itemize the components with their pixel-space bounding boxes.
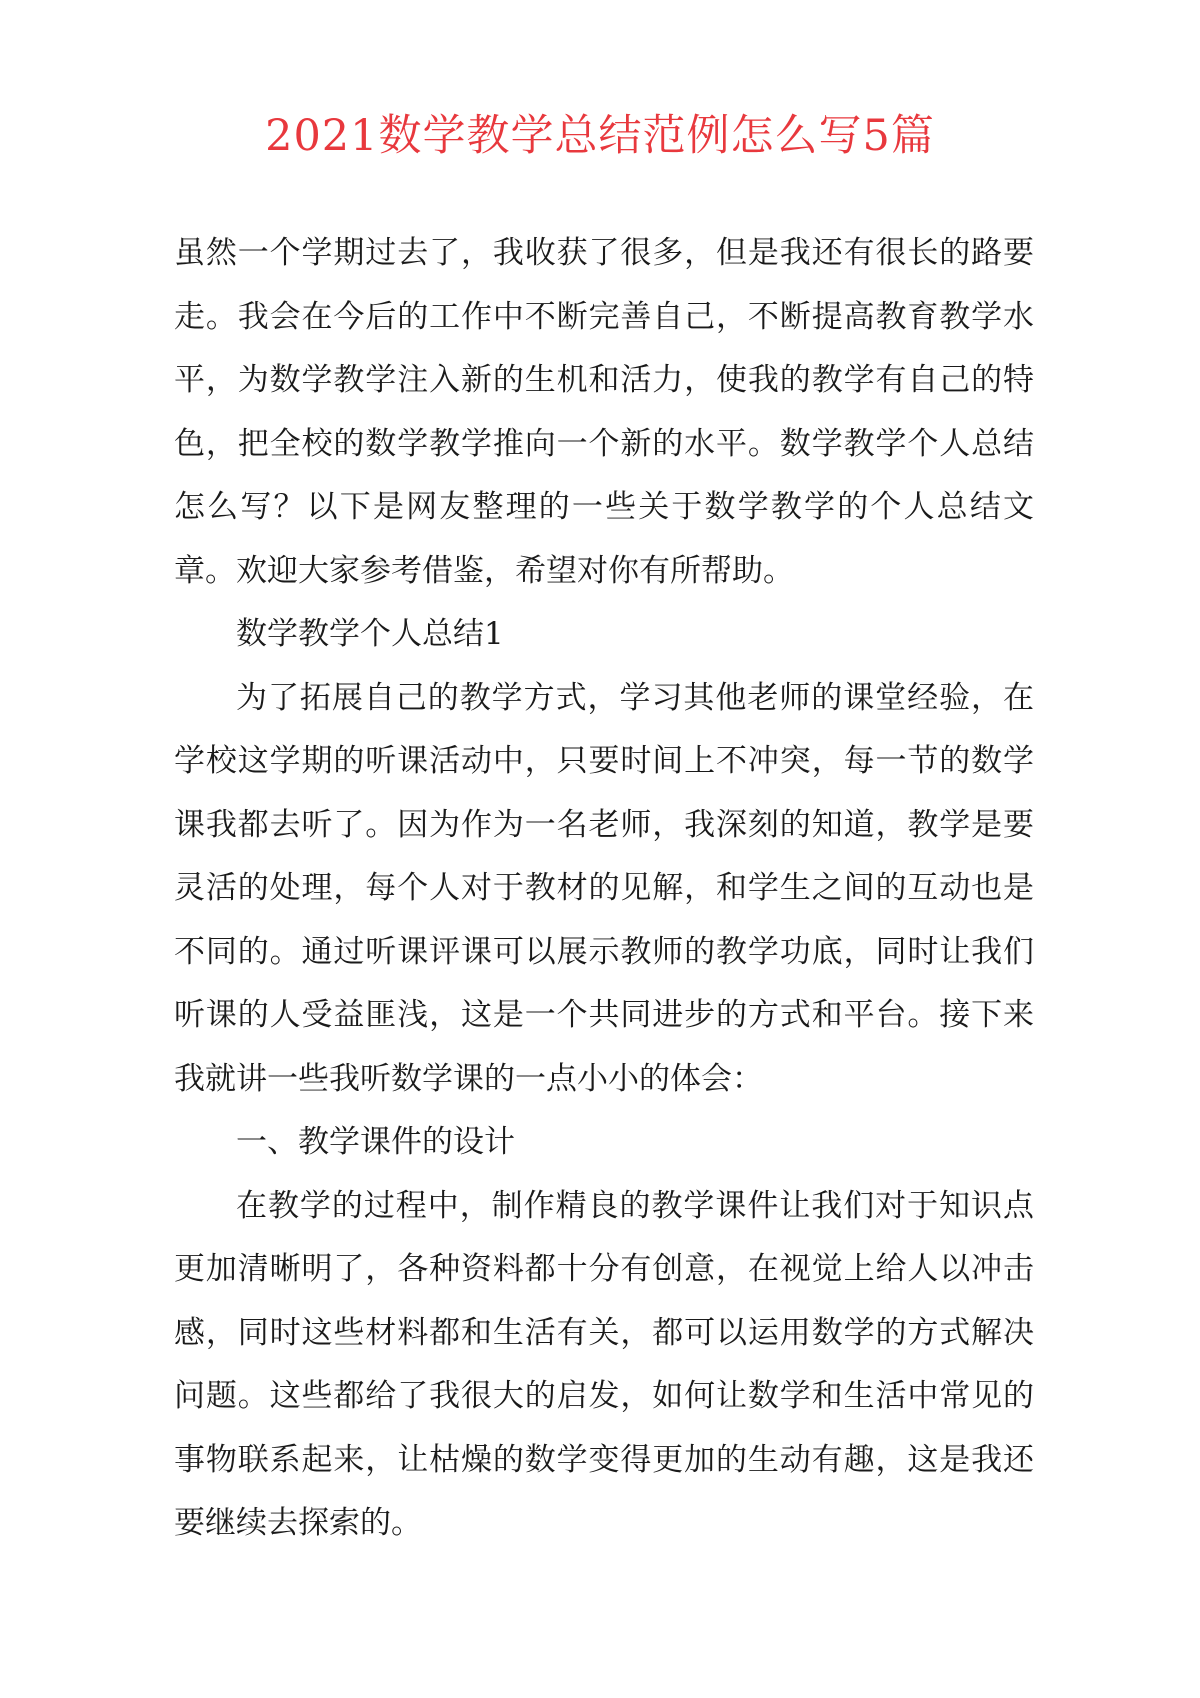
body-paragraph: 在教学的过程中，制作精良的教学课件让我们对于知识点更加清晰明了，各种资料都十分有创意，在视觉上给人以冲击感，同时这些材料都和生活有关，都可以运用数学的方式解决问题。这些都给了我很大的启发，如何让数学和生活中常见的事物联系起来，让枯燥的数学变得更加的生动有趣，这是我还要继续去探索的。 [174, 1187, 1034, 1541]
document-title: 2021数学教学总结范例怎么写5篇 [265, 111, 935, 161]
body-paragraph: 为了拓展自己的教学方式，学习其他老师的课堂经验，在学校这学期的听课活动中，只要时间上不冲突，每一节的数学课我都去听了。因为作为一名老师，我深刻的知道，教学是要灵活的处理，每个人对于教材的见解，和学生之间的互动也是不同的。通过听课评课可以展示教师的教学功底，同时让我们听课的人受益匪浅，这是一个共同进步的方式和平台。接下来我就讲一些我听数学课的一点小小的体会： [174, 679, 1034, 1097]
document-body [174, 222, 1034, 1556]
subsection-heading-courseware: 一、教学课件的设计 [236, 1124, 515, 1160]
section-heading-summary-1: 数学教学个人总结1 [236, 616, 504, 652]
intro-paragraph: 虽然一个学期过去了，我收获了很多，但是我还有很长的路要走。我会在今后的工作中不断完善自己，不断提高教育教学水平，为数学教学注入新的生机和活力，使我的教学有自己的特色，把全校的数学教学推向一个新的水平。数学教学个人总结怎么写？以下是网友整理的一些关于数学教学的个人总结文章。欢迎大家参考借鉴，希望对你有所帮助。 [174, 235, 1034, 589]
